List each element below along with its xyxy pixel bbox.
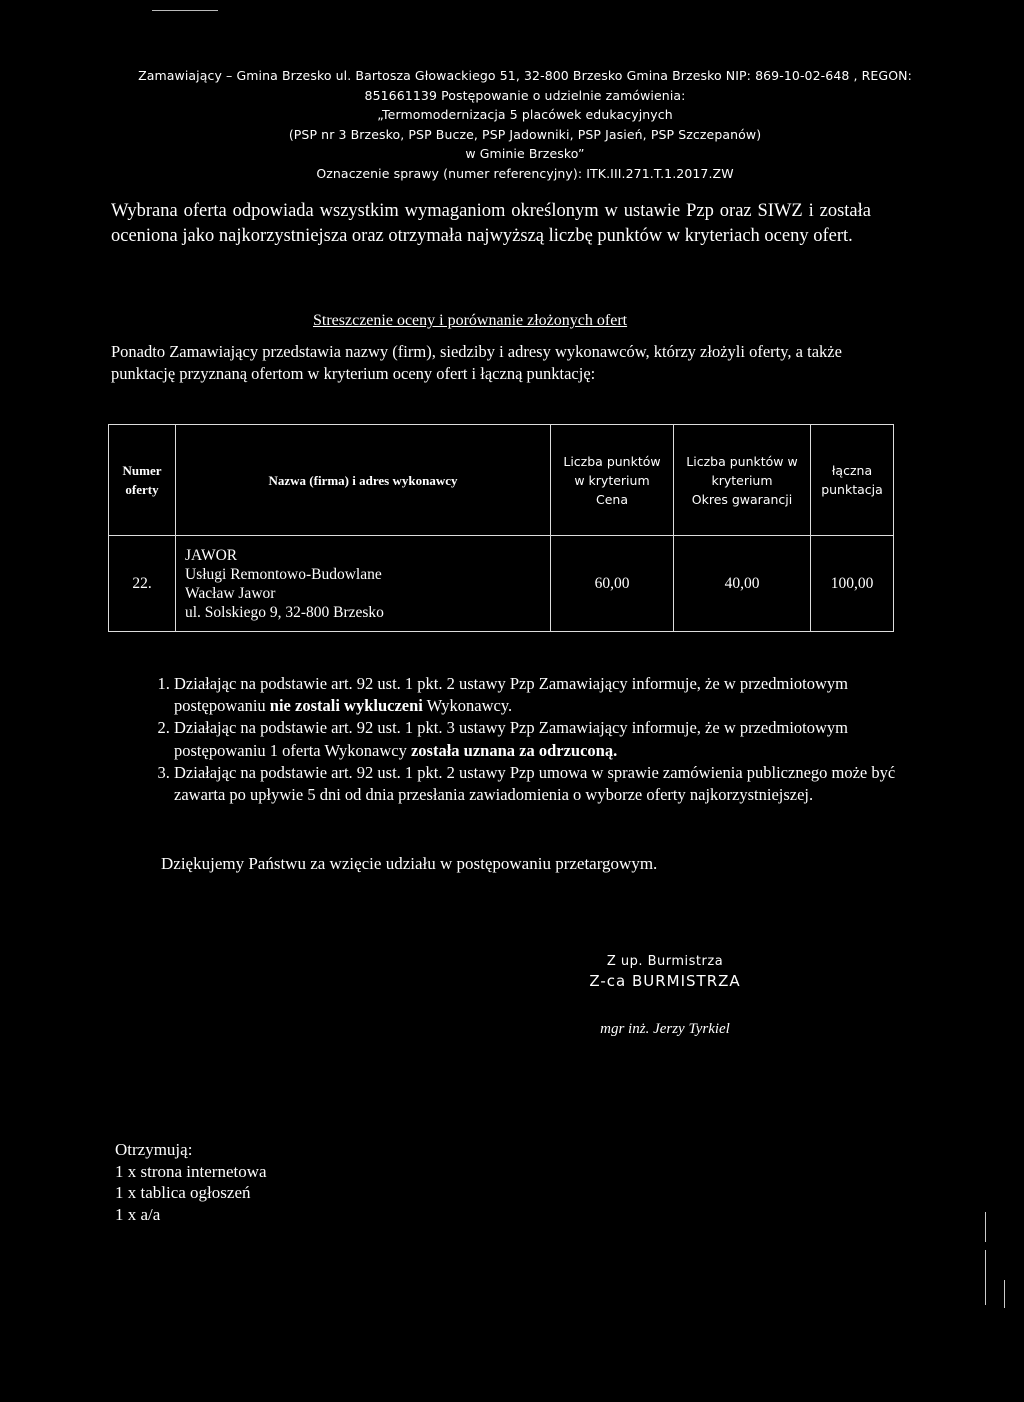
- signature-stamp-line2: Z-ca BURMISTRZA: [589, 972, 741, 990]
- thanks-text: Dziękujemy Państwu za wzięcie udziału w postępowaniu przetargowym.: [161, 854, 658, 873]
- decision-item: 1. Działając na podstawie art. 92 ust. 1 pkt. 2 ustawy Pzp Zamawiający informuje, że w przedmiotowym postępowaniu nie zostali wykluczeni Wykonawcy.: [174, 673, 914, 717]
- scan-mark: [985, 1212, 986, 1242]
- header-total: łączna punktacja: [811, 425, 894, 536]
- decision-item: 2. Działając na podstawie art. 92 ust. 1 pkt. 3 ustawy Pzp Zamawiający informuje, że w przedmiotowym postępowaniu 1 oferta Wykonawcy została uznana za odrzuconą.: [174, 717, 914, 761]
- header-line: Zamawiający – Gmina Brzesko ul. Bartosza Głowackiego 51, 32-800 Brzesko Gmina Brzesko NIP: 869-10-02-648 , REGON:: [138, 68, 912, 83]
- recipients-title: Otrzymują:: [115, 1140, 193, 1159]
- table-row: [109, 536, 894, 632]
- header-name: Nazwa (firma) i adres wykonawcy: [176, 425, 551, 536]
- summary-paragraph: Ponadto Zamawiający przedstawia nazwy (firm), siedziby i adresy wykonawców, którzy złożyli oferty, a także punktację przyznaną ofertom w kryterium oceny ofert i łączną punktację:: [111, 342, 842, 383]
- warranty-points: 40,00: [674, 536, 811, 632]
- scan-mark: [1004, 1280, 1005, 1308]
- offer-number: 22.: [109, 536, 176, 632]
- header-number: Numer oferty: [109, 425, 176, 536]
- header-line: Oznaczenie sprawy (numer referencyjny): ITK.III.271.T.1.2017.ZW: [316, 165, 734, 181]
- summary-title: Streszczenie oceny i porównanie złożonych ofert: [313, 312, 628, 329]
- decisions-list: [140, 673, 914, 806]
- recipient-item: 1 x strona internetowa: [115, 1161, 267, 1181]
- header-line: w Gminie Brzesko”: [465, 146, 585, 162]
- table-header-row: [109, 425, 894, 536]
- scan-mark: [985, 1250, 986, 1305]
- recipient-item: 1 x tablica ogłoszeń: [115, 1183, 251, 1202]
- header-line: „Termomodernizacja 5 placówek edukacyjnych: [377, 107, 673, 123]
- intro-paragraph: Wybrana oferta odpowiada wszystkim wymaganiom określonym w ustawie Pzp oraz SIWZ i została oceniona jako najkorzystniejsza oraz otrzymała najwyższą liczbę punktów w kryteriach oceny ofert.: [111, 201, 871, 246]
- document-header: [100, 66, 950, 184]
- contractor-name: JAWOR Usługi Remontowo-Budowlane Wacław Jawor ul. Solskiego 9, 32-800 Brzesko: [176, 536, 551, 632]
- total-points: 100,00: [811, 536, 894, 632]
- recipient-item: 1 x a/a: [115, 1204, 161, 1224]
- decision-item: 3. Działając na podstawie art. 92 ust. 1 pkt. 2 ustawy Pzp umowa w sprawie zamówienia publicznego może być zawarta po upływie 5 dni od dnia przesłania zawiadomienia o wyborze oferty najkorzystniejszej.: [174, 762, 914, 806]
- header-warranty-points: Liczba punktów w kryterium Okres gwarancji: [674, 425, 811, 536]
- recipients-block: [115, 1139, 267, 1225]
- header-line: (PSP nr 3 Brzesko, PSP Bucze, PSP Jadowniki, PSP Jasień, PSP Szczepanów): [288, 126, 762, 142]
- header-line: 851661139 Postępowanie o udzielnie zamówienia:: [364, 87, 686, 103]
- scan-mark: [152, 10, 218, 11]
- offers-table: [108, 424, 894, 632]
- header-price-points: Liczba punktów w kryterium Cena: [551, 425, 674, 536]
- signatory-name: mgr inż. Jerzy Tyrkiel: [600, 1021, 730, 1037]
- price-points: 60,00: [551, 536, 674, 632]
- signature-stamp-line1: Z up. Burmistrza: [606, 954, 724, 969]
